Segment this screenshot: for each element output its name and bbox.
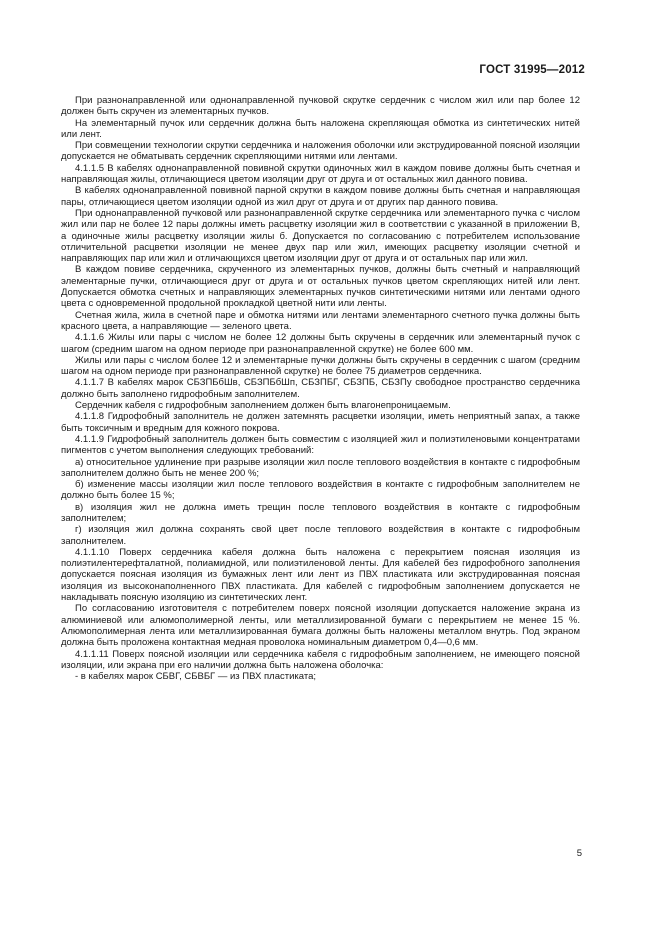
list-item: а) относительное удлинение при разрыве изоляции жил после теплового воздействия в контакте с гидрофобным заполнителем должно быть не менее 200 %; bbox=[61, 456, 580, 479]
paragraph: 4.1.1.9 Гидрофобный заполнитель должен быть совместим с изоляцией жил и полиэтиленовыми концентратами пигментов с учетом выполнения следующих требований: bbox=[61, 433, 580, 457]
paragraph: При разнонаправленной или однонаправленной пучковой скрутке сердечник с числом жил или пар более 12 должен быть скручен из элементарных пучков. bbox=[61, 95, 580, 118]
paragraph: 4.1.1.8 Гидрофобный заполнитель не должен затемнять расцветки изоляции, иметь неприятный запах, а также быть токсичным и вредным для кожного покрова. bbox=[61, 411, 580, 434]
paragraph: Сердечник кабеля с гидрофобным заполнением должен быть влагонепроницаемым. bbox=[75, 400, 451, 412]
list-item: г) изоляция жил должна сохранять свой цвет после теплового воздействия в контакте с гидрофобным заполнителем. bbox=[61, 524, 580, 547]
document-body bbox=[61, 95, 580, 682]
paragraph: На элементарный пучок или сердечник должна быть наложена скрепляющая обмотка из синтетических нитей или лент. bbox=[61, 117, 580, 140]
paragraph: 4.1.1.11 Поверх поясной изоляции или сердечника кабеля с гидрофобным заполнением, не имеющего поясной изоляции, или экрана при его наличии должна быть наложена оболочка: bbox=[61, 648, 580, 671]
list-item: - в кабелях марок СБВГ, СБВБГ — из ПВХ пластиката; bbox=[75, 671, 316, 683]
paragraph: Счетная жила, жила в счетной паре и обмотка нитями или лентами элементарного счетного пучка должны быть красного цвета, а направляющие — зеленого цвета. bbox=[61, 309, 580, 332]
document-header: ГОСТ 31995—2012 bbox=[479, 64, 585, 76]
paragraph: При совмещении технологии скрутки сердечника и наложения оболочки или экструдированной поясной изоляции допускается не обматывать сердечник скрепляющими нитями или лентами. bbox=[61, 140, 580, 163]
paragraph: В кабелях однонаправленной повивной парной скрутки в каждом повиве должны быть счетная и направляющая пары, отличающиеся цветом изоляции одной из жил друг от друга и от других пар данного повива. bbox=[61, 185, 580, 208]
list-item: б) изменение массы изоляции жил после теплового воздействия в контакте с гидрофобным заполнителем не должно быть более 15 %; bbox=[61, 479, 580, 502]
paragraph: 4.1.1.5 В кабелях однонаправленной повивной скрутки одиночных жил в каждом повиве должны быть счетная и направляющая жилы, отличающиеся цветом изоляции друг от друга и от остальных жил данного повива. bbox=[61, 162, 580, 186]
paragraph: Жилы или пары с числом более 12 и элементарные пучки должны быть скручены в сердечник с шагом (средним шагом на одном периоде при разнонаправленной скрутке) не более 75 диаметров сердечника. bbox=[61, 354, 580, 378]
list-item: в) изоляция жил не должна иметь трещин после теплового воздействия в контакте с гидрофобным заполнителем; bbox=[61, 501, 580, 524]
paragraph: По согласованию изготовителя с потребителем поверх поясной изоляции допускается наложение экрана из алюминиевой или алюмополимерной ленты, или металлизированной бумаги с перекрытием не менее 15 %. Алюмополимерная лента или металлизированная бумага должны быть наложены металлом внутрь. Под экраном должна быть проложена контактная медная проволока номинальным диаметром 0,4—0,6 мм. bbox=[61, 603, 580, 649]
paragraph: 4.1.1.10 Поверх сердечника кабеля должна быть наложена с перекрытием поясная изоляция из полиэтилентерефталатной, полиамидной, или полиэтиленовой ленты. Для кабелей без гидрофобного заполнения допускается поясная изоляция из бумажных лент или лент из ПВХ пластиката или экструдированная поясная изоляция из высоконаполненного ПВХ пластиката. Для кабелей с гидрофобным заполнением допускается не накладывать поясную изоляцию из синтетических лент. bbox=[61, 546, 580, 604]
paragraph: В каждом повиве сердечника, скрученного из элементарных пучков, должны быть счетный и направляющий элементарные пучки, отличающиеся друг от друга и от остальных пучков цветом скрепляющих нитей или лент. Допускается обмотка счетных и направляющих элементарных пучков синтетическими нитями или лентами одного цвета с одновременной продольной прокладкой цветной нити или ленты. bbox=[61, 264, 580, 310]
paragraph: 4.1.1.6 Жилы или пары с числом не более 12 должны быть скручены в сердечник или элементарный пучок с шагом (средним шагом на одном периоде при разнонаправленной скрутке) не более 600 мм. bbox=[61, 332, 580, 355]
paragraph: При однонаправленной пучковой или разнонаправленной скрутке сердечника или элементарного пучка с числом жил или пар не более 12 пары должны иметь расцветку изоляции жил в соответствии с указанной в приложении В, а одиночные жилы расцветку изоляции жилы б. Допускается по согласованию с потребителем использование отличительной расцветки изоляции не менее двух пар или жил, имеющих расцветку изоляции счетной и направляющих пар или жил и отличающихся цветом изоляции друг от друга и от остальных пар или жил. bbox=[61, 207, 580, 265]
paragraph: 4.1.1.7 В кабелях марок СБЗПБбШв, СБЗПБбШп, СБЗПБГ, СБЗПБ, СБЗПу свободное пространство сердечника должно быть заполнено гидрофобным заполнителем. bbox=[61, 377, 580, 400]
page-number: 5 bbox=[576, 848, 582, 859]
